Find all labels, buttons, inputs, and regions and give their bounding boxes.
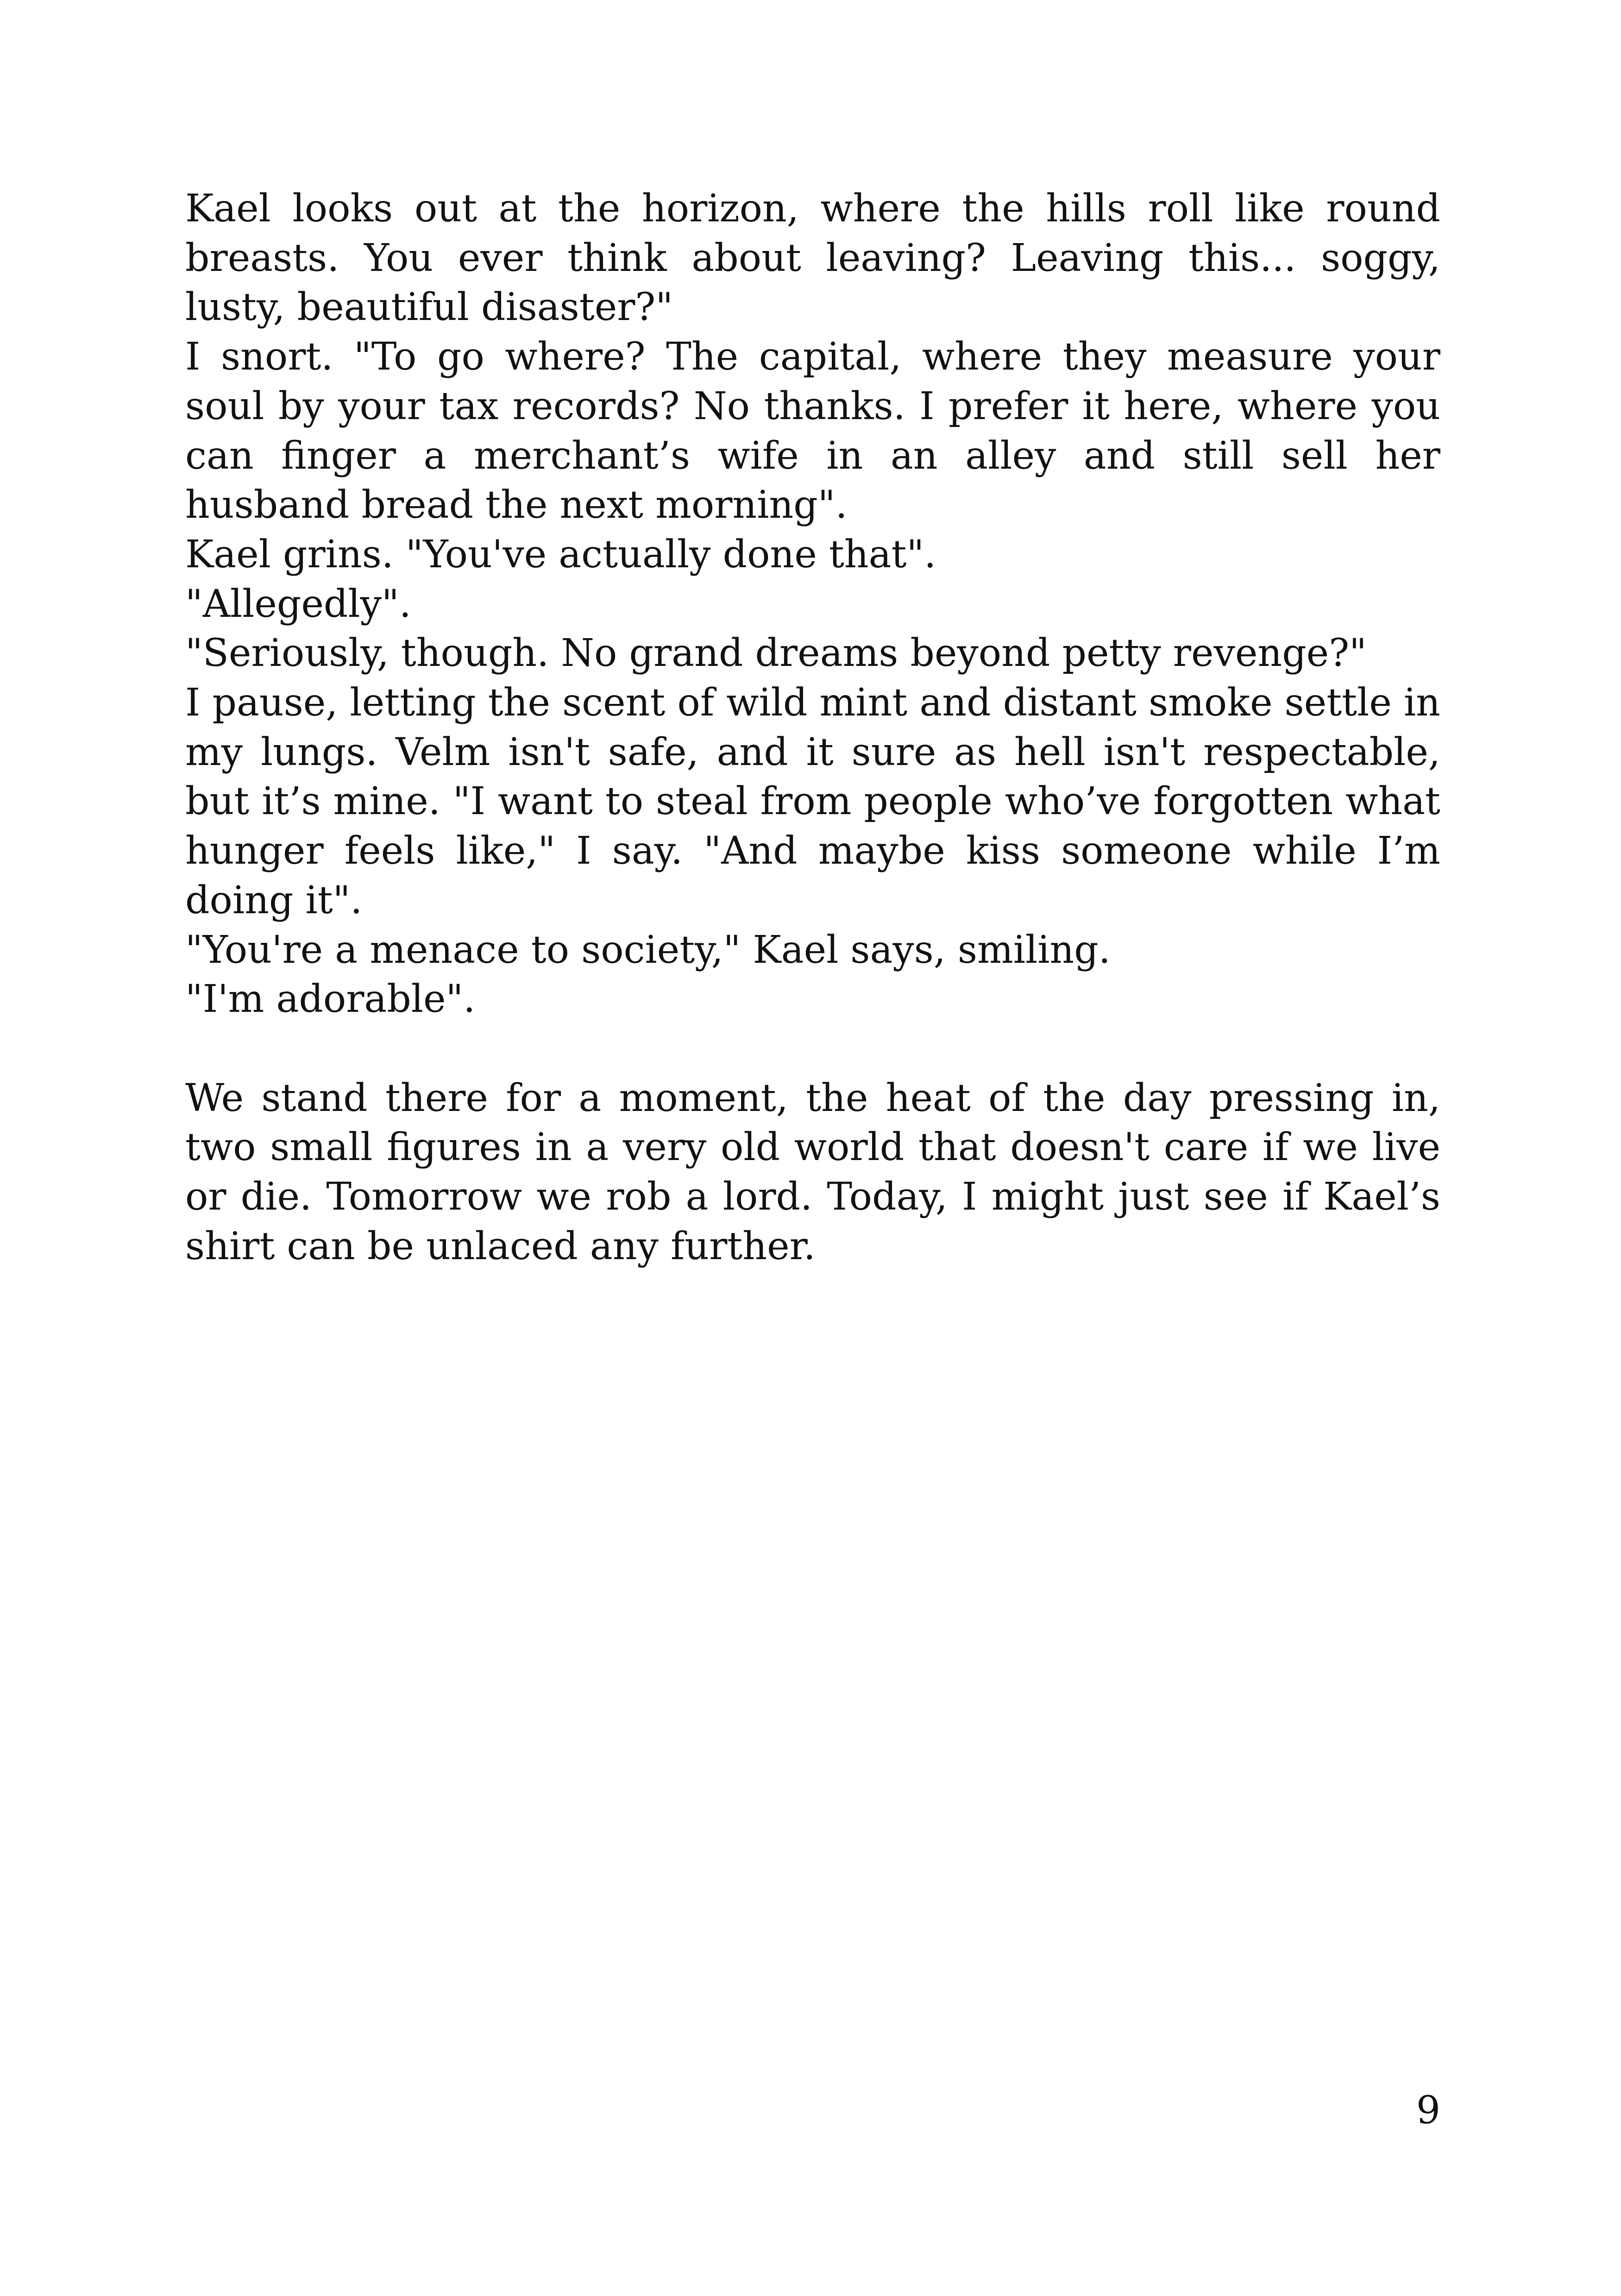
paragraph: I pause, letting the scent of wild mint and distant smoke settle in my lungs. Velm isn't safe, and it sure as hell isn't respectable, but it’s mine. "I want to steal from people who’ve forgotten what hunger feels like," I say. "And maybe kiss someone while I’m doing it".: [185, 681, 1440, 922]
paragraph: "You're a menace to society," Kael says, smiling.: [185, 928, 1111, 972]
paragraph: Kael looks out at the horizon, where the hills roll like round breasts. You ever think about leaving? Leaving this... soggy, lusty, beautiful disaster?": [185, 187, 1440, 330]
paragraph: I snort. "To go where? The capital, where they measure your soul by your tax records? No thanks. I prefer it here, where you can finger a merchant’s wife in an alley and still sell her husband bread the next morning".: [185, 335, 1440, 527]
page-number: 9: [1416, 2089, 1440, 2133]
paragraph: Kael grins. "You've actually done that".: [185, 532, 936, 577]
paragraph: "I'm adorable".: [185, 977, 476, 1022]
paragraph-spacer: [185, 1024, 1440, 1074]
paragraph: "Seriously, though. No grand dreams beyond petty revenge?": [185, 631, 1367, 676]
paragraph: "Allegedly".: [185, 582, 411, 626]
body-text: [185, 184, 1440, 1271]
paragraph: We stand there for a moment, the heat of the day pressing in, two small figures in a very old world that doesn't care if we live or die. Tomorrow we rob a lord. Today, I might just see if Kael’s shirt can be unlaced any further.: [185, 1076, 1440, 1268]
